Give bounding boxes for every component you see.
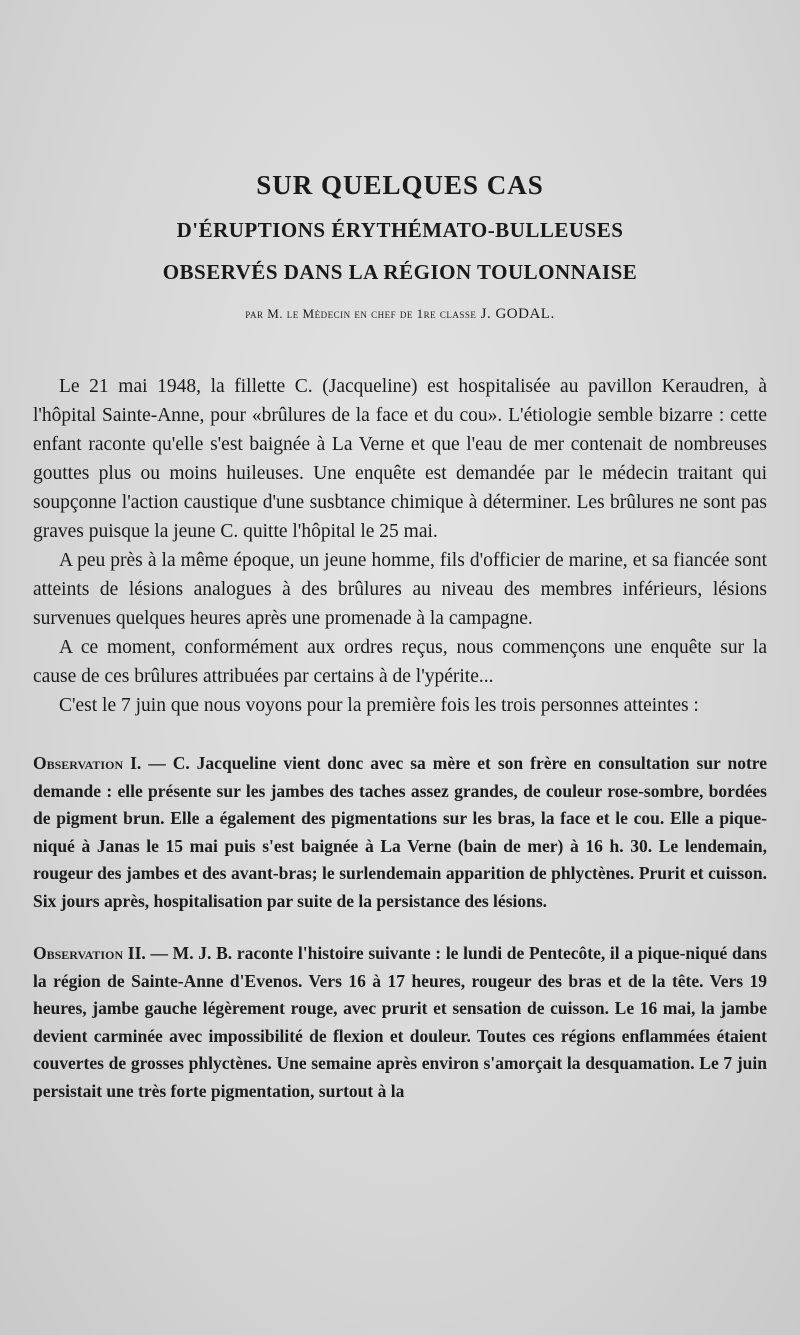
author-line [0,306,800,323]
observation-label: Observation I. [33,753,142,773]
article-body [33,372,767,1105]
title-line-2: D'ÉRUPTIONS ÉRYTHÉMATO-BULLEUSES [176,218,624,242]
observation-1 [33,750,767,915]
paragraph: Le 21 mai 1948, la fillette C. (Jacqueline) est hospitalisée au pavillon Keraudren, à l'hôpital Sainte-Anne, pour «brûlures de la face et du cou». L'étiologie semble bizarre : cette enfant raconte qu'elle s'est baignée à La Verne et que l'eau de mer contenait de nombreuses gouttes plus ou moins huileuses. Une enquête est demandée par le médecin traitant qui soupçonne l'action caustique d'une susbtance chimique à déterminer. Les brûlures ne sont pas graves puisque la jeune C. quitte l'hôpital le 25 mai. [33,376,767,542]
author-prefix: par M. le Médecin en chef de 1re classe [245,306,477,321]
observation-text: — M. J. B. raconte l'histoire suivante : le lundi de Pentecôte, il a pique-niqué dans la région de Sainte-Anne d'Evenos. Vers 16 à 17 heures, rougeur des bras et de la tête. Vers 19 heures, jambe gauche légèrement rouge, avec prurit et sensation de cuisson. Le 16 mai, la jambe devient carminée avec impossibilité de flexion et douleur. Toutes ces régions enflammées étaient couvertes de grosses phlyctènes. Une semaine après environ s'amorçait la desquamation. Le 7 juin persistait une très forte pigmentation, surtout à la [33,943,767,1101]
title-line-1: SUR QUELQUES CAS [256,170,544,200]
observation-label: Observation II. [33,943,146,963]
paragraph: A peu près à la même époque, un jeune homme, fils d'officier de marine, et sa fiancée sont atteints de lésions analogues à des brûlures au niveau des membres inférieurs, lésions survenues quelques heures après une promenade à la campagne. [33,550,767,629]
title-line-3: OBSERVÉS DANS LA RÉGION TOULONNAISE [162,260,638,284]
observation-2 [33,940,767,1105]
paragraph: A ce moment, conformément aux ordres reçus, nous commençons une enquête sur la cause de ces brûlures attribuées par certains à de l'ypérite... [33,637,767,687]
observation-text: — C. Jacqueline vient donc avec sa mère et son frère en consultation sur notre demande : elle présente sur les jambes des taches assez grandes, de couleur rose-sombre, bordées de pigment brun. Elle a également des pigmentations sur les bras, la face et le cou. Elle a pique-niqué à Janas le 15 mai puis s'est baignée à La Verne (bain de mer) à 16 h. 30. Le lendemain, rougeur des jambes et des avant-bras; le surlendemain apparition de phlyctènes. Prurit et cuisson. Six jours après, hospitalisation par suite de la persistance des lésions. [33,753,767,911]
paragraph: C'est le 7 juin que nous voyons pour la première fois les trois personnes atteintes : [59,695,699,716]
author-name: J. GODAL. [480,306,555,322]
title-block [0,168,800,323]
